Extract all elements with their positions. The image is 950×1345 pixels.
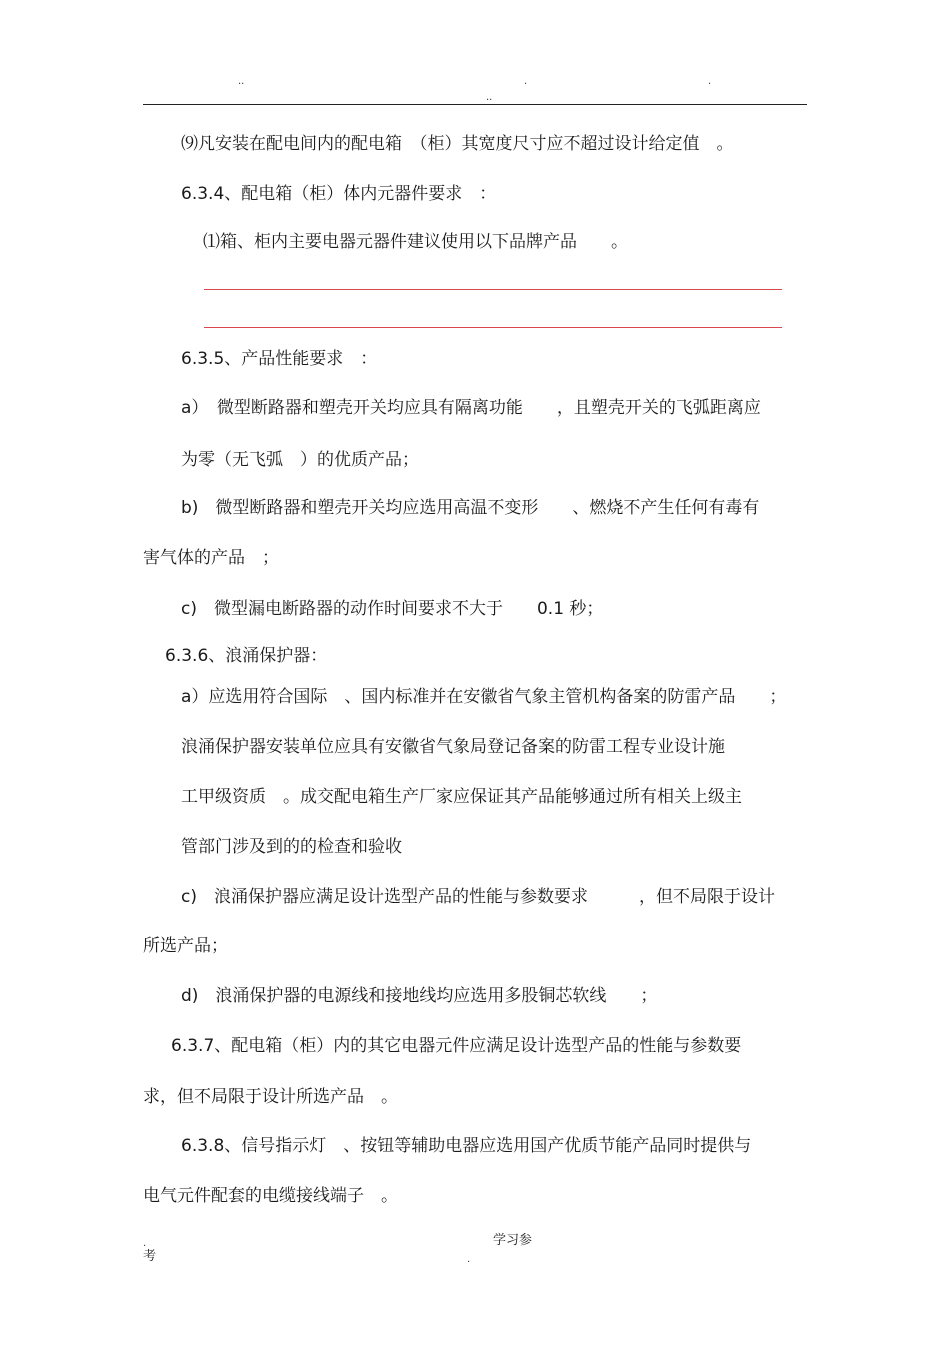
header-mark: . [708, 76, 712, 87]
header-mark: .. [238, 76, 245, 87]
paragraph-line: c) 浪涌保护器应满足设计选型产品的性能与参数要求 ，但不局限于设计 [181, 887, 775, 907]
paragraph-line: 为零（无飞弧 ）的优质产品； [181, 450, 419, 470]
paragraph-line: 所选产品； [143, 936, 228, 956]
footer-center-text: 学习参 [493, 1233, 533, 1248]
section-heading: 6.3.4、配电箱（柜）体内元器件要求 ： [181, 184, 497, 204]
paragraph-line: 害气体的产品 ； [143, 548, 279, 568]
footer-mark: . [143, 1238, 147, 1249]
paragraph-line: ⑴箱、柜内主要电器元器件建议使用以下品牌产品 。 [203, 232, 628, 252]
paragraph-line: 求，但不局限于设计所选产品 。 [143, 1087, 398, 1107]
header-mark: . [524, 76, 528, 87]
paragraph-line: 管部门涉及到的的检查和验收 [181, 837, 402, 857]
footer-left-text: 考 [143, 1249, 157, 1264]
paragraph-line: a）应选用符合国际 、国内标准并在安徽省气象主管机构备案的防雷产品 ； [181, 687, 787, 707]
section-heading: 6.3.6、浪涌保护器： [165, 646, 328, 666]
header-rule [143, 104, 807, 105]
blank-line-rule [204, 327, 782, 328]
paragraph-line: 浪涌保护器安装单位应具有安徽省气象局登记备案的防雷工程专业设计施 [181, 737, 725, 757]
paragraph-line: b) 微型断路器和塑壳开关均应选用高温不变形 、燃烧不产生任何有毒有 [181, 498, 760, 518]
paragraph-line: 电气元件配套的电缆接线端子 。 [143, 1186, 398, 1206]
section-heading: 6.3.7、配电箱（柜）内的其它电器元件应满足设计选型产品的性能与参数要 [171, 1036, 742, 1056]
section-heading: 6.3.5、产品性能要求 ： [181, 349, 378, 369]
paragraph-line: d) 浪涌保护器的电源线和接地线均应选用多股铜芯软线 ； [181, 986, 658, 1006]
header-mark: .. [486, 92, 493, 103]
section-heading: 6.3.8、信号指示灯 、按钮等辅助电器应选用国产优质节能产品同时提供与 [181, 1136, 752, 1156]
paragraph-line: c) 微型漏电断路器的动作时间要求不大于 0.1 秒； [181, 599, 604, 619]
paragraph-line: ⑼凡安装在配电间内的配电箱 （柜）其宽度尺寸应不超过设计给定值 。 [181, 134, 734, 154]
paragraph-line: 工甲级资质 。成交配电箱生产厂家应保证其产品能够通过所有相关上级主 [181, 787, 742, 807]
footer-mark: . [467, 1254, 471, 1265]
paragraph-line: a） 微型断路器和塑壳开关均应具有隔离功能 ，且塑壳开关的飞弧距离应 [181, 398, 761, 418]
blank-line-rule [204, 289, 782, 290]
